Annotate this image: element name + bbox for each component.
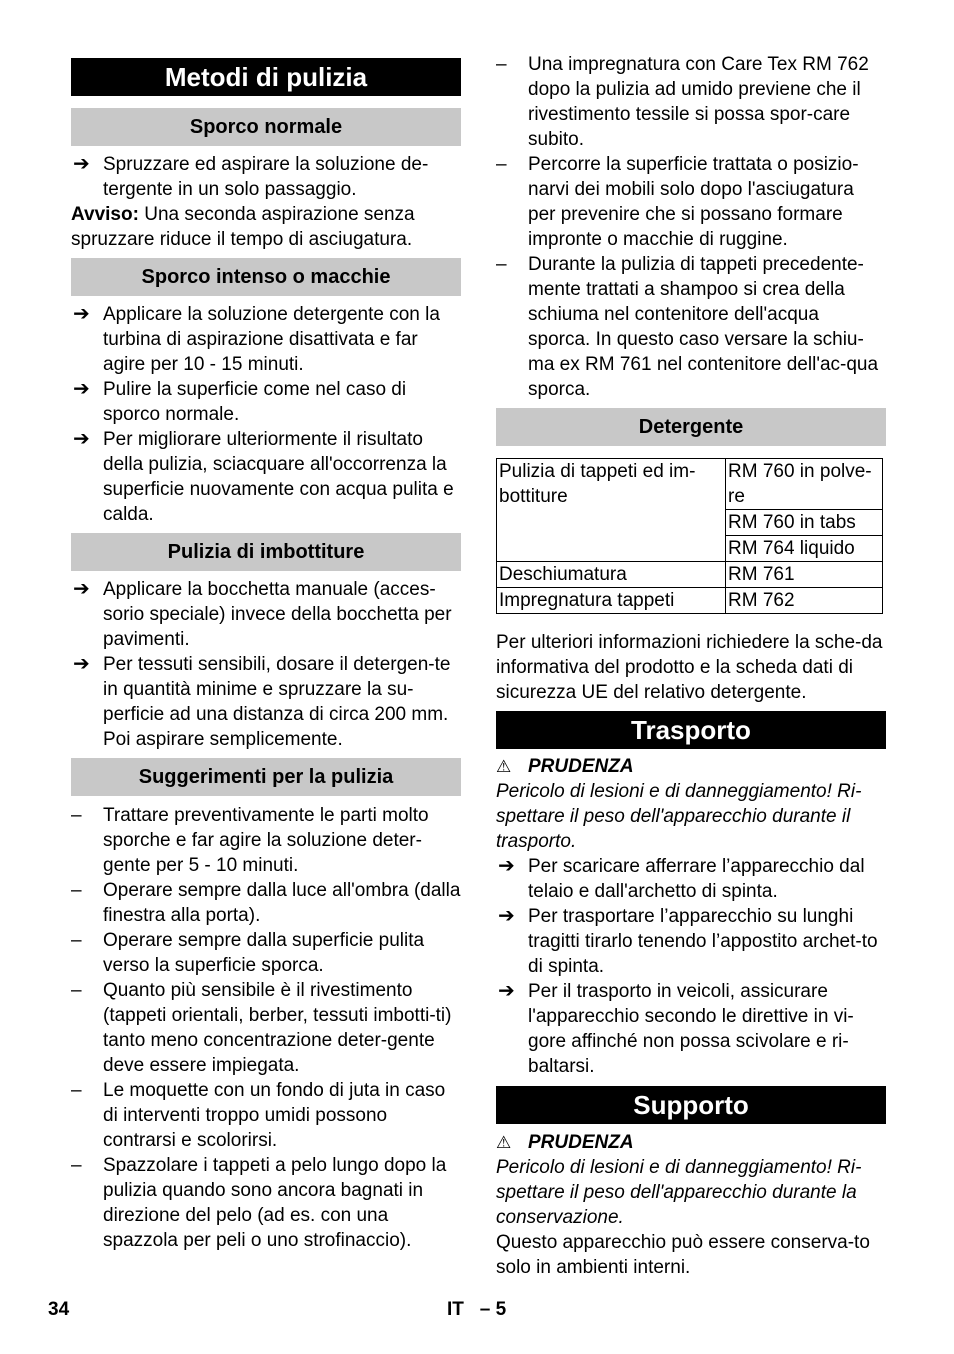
page-number: 34	[48, 1299, 70, 1320]
caution-text: PRUDENZA	[528, 756, 634, 777]
list-item-text: Quanto più sensibile è il rivestimento (tappeti orientali, berber, tessuti imbotti-ti) tanto meno concentrazione deter-gente deve essere impiegata.	[103, 980, 452, 1076]
list-item	[71, 878, 461, 928]
dash-bullet: –	[71, 980, 82, 1001]
avviso-text: Una seconda aspirazione senza spruzzare riduce il tempo di asciugatura.	[71, 204, 415, 250]
list-item-text: Per trasportare l’apparecchio su lunghi tragitti tirarlo tenendo l’appostito archet-to di spinta.	[528, 906, 878, 977]
list-item-text: Operare sempre dalla luce all'ombra (dalla finestra alla porta).	[103, 880, 461, 926]
heading-metodi-di-pulizia: Metodi di pulizia	[71, 58, 461, 96]
imbottiture-section	[71, 577, 461, 752]
list-item	[71, 978, 461, 1078]
list-item	[71, 377, 461, 427]
list-item-text: Applicare la bocchetta manuale (acces-sorio speciale) invece della bocchetta per pavimenti.	[103, 579, 452, 650]
list-item	[71, 1153, 461, 1253]
arrow-right-icon: ➔	[498, 980, 515, 1002]
dash-bullet: –	[71, 880, 82, 901]
dash-bullet: –	[71, 1155, 82, 1176]
dash-bullet: –	[71, 930, 82, 951]
caution-label	[496, 1130, 886, 1155]
table-cell: Pulizia di tappeti ed im-bottiture	[497, 459, 726, 562]
table-row	[497, 562, 883, 588]
list-item-text: Spruzzare ed aspirare la soluzione de- tergente in un solo passaggio.	[103, 154, 429, 200]
list-item	[496, 979, 886, 1079]
dash-bullet: –	[496, 154, 507, 175]
list-item	[71, 152, 461, 202]
supporto-text: Questo apparecchio può essere conserva-to solo in ambienti interni.	[496, 1232, 870, 1278]
list-item-text: Trattare preventivamente le parti molto sporche e far agire la soluzione deter-gente per 5 - 10 minuti.	[103, 805, 429, 876]
heading-pulizia-imbottiture: Pulizia di imbottiture	[71, 533, 461, 571]
dash-bullet: –	[496, 54, 507, 75]
supporto-section	[496, 1130, 886, 1280]
table-row	[497, 588, 883, 614]
list-item-text: Per scaricare afferrare l’apparecchio dal telaio e dall'archetto di spinta.	[528, 856, 865, 902]
list-item	[71, 427, 461, 527]
heading-sporco-normale: Sporco normale	[71, 108, 461, 146]
list-item	[496, 854, 886, 904]
table-cell: RM 762	[726, 588, 883, 614]
suggerimenti-continued	[496, 52, 886, 402]
avviso-note	[71, 202, 461, 252]
table-cell: RM 764 liquido	[726, 536, 883, 562]
table-row	[497, 459, 883, 510]
caution-description: Pericolo di lesioni e di danneggiamento! Ri-spettare il peso dell'apparecchio durante la conservazione.	[496, 1157, 862, 1228]
list-item-text: Una impregnatura con Care Tex RM 762 dopo la pulizia ad umido previene che il rivestimento tessile si possa spor-care subito.	[528, 54, 869, 150]
table-cell: RM 760 in polve-re	[726, 459, 883, 510]
warning-triangle-icon: ⚠	[496, 757, 512, 776]
table-cell: RM 761	[726, 562, 883, 588]
list-item	[71, 302, 461, 377]
list-item-text: Durante la pulizia di tappeti precedente-mente trattati a shampoo si crea della schiuma nel contenitore dell'acqua sporca. In questo caso versare la schiu-ma ex RM 761 nel contenitore dell'ac-qua sporca.	[528, 254, 879, 400]
list-item	[71, 1078, 461, 1153]
sporco-intenso-section	[71, 302, 461, 527]
caution-label	[496, 754, 886, 779]
arrow-right-icon: ➔	[73, 153, 90, 175]
sporco-normale-section	[71, 152, 461, 252]
arrow-right-icon: ➔	[73, 428, 90, 450]
list-item-text: Per migliorare ulteriormente il risultato della pulizia, sciacquare all'occorrenza la superficie nuovamente con acqua pulita e calda.	[103, 429, 454, 525]
heading-sporco-intenso: Sporco intenso o macchie	[71, 258, 461, 296]
arrow-right-icon: ➔	[73, 378, 90, 400]
caution-description: Pericolo di lesioni e di danneggiamento! Ri-spettare il peso dell'apparecchio durante il trasporto.	[496, 781, 862, 852]
arrow-right-icon: ➔	[498, 905, 515, 927]
list-item	[71, 577, 461, 652]
dash-bullet: –	[496, 254, 507, 275]
detergent-table	[496, 458, 883, 614]
list-item	[496, 252, 886, 402]
list-item-text: Per tessuti sensibili, dosare il detergen-te in quantità minime e spruzzare la su-perficie ad una distanza di circa 200 mm. Poi aspirare semplicemente.	[103, 654, 451, 750]
caution-text: PRUDENZA	[528, 1132, 634, 1153]
heading-suggerimenti: Suggerimenti per la pulizia	[71, 758, 461, 796]
heading-detergente: Detergente	[496, 408, 886, 446]
arrow-right-icon: ➔	[73, 578, 90, 600]
table-cell: RM 760 in tabs	[726, 510, 883, 536]
list-item-text: Pulire la superficie come nel caso di sporco normale.	[103, 379, 407, 425]
arrow-right-icon: ➔	[73, 303, 90, 325]
list-item	[71, 928, 461, 978]
dash-bullet: –	[71, 805, 82, 826]
list-item	[496, 52, 886, 152]
language-page-label: IT – 5	[447, 1299, 507, 1320]
table-cell: Deschiumatura	[497, 562, 726, 588]
list-item-text: Spazzolare i tappeti a pelo lungo dopo la pulizia quando sono ancora bagnati in direzione del pelo (ad es. con una spazzola per peli o uno strofinaccio).	[103, 1155, 447, 1251]
list-item-text: Le moquette con un fondo di juta in caso di interventi troppo umidi possono contrarsi e scolorirsi.	[103, 1080, 446, 1151]
avviso-label: Avviso:	[71, 204, 139, 225]
arrow-right-icon: ➔	[73, 653, 90, 675]
list-item-text: Percorre la superficie trattata o posizio-narvi dei mobili solo dopo l'asciugatura per prevenire che si possano formare impronte o macchie di ruggine.	[528, 154, 859, 250]
arrow-right-icon: ➔	[498, 855, 515, 877]
heading-trasporto: Trasporto	[496, 711, 886, 749]
list-item	[496, 904, 886, 979]
list-item-text: Per il trasporto in veicoli, assicurare l'apparecchio secondo le direttive in vi-gore affinché non possa scivolare e ri-baltarsi.	[528, 981, 854, 1077]
detergent-note: Per ulteriori informazioni richiedere la sche-da informativa del prodotto e la scheda dati di sicurezza UE del relativo detergente.	[496, 632, 883, 703]
list-item	[71, 803, 461, 878]
trasporto-section	[496, 754, 886, 1079]
heading-supporto: Supporto	[496, 1086, 886, 1124]
table-cell: Impregnatura tappeti	[497, 588, 726, 614]
list-item-text: Applicare la soluzione detergente con la turbina di aspirazione disattivata e far agire per 10 - 15 minuti.	[103, 304, 440, 375]
list-item-text: Operare sempre dalla superficie pulita verso la superficie sporca.	[103, 930, 425, 976]
list-item	[71, 652, 461, 752]
list-item	[496, 152, 886, 252]
dash-bullet: –	[71, 1080, 82, 1101]
suggerimenti-section	[71, 803, 461, 1253]
warning-triangle-icon: ⚠	[496, 1133, 512, 1152]
